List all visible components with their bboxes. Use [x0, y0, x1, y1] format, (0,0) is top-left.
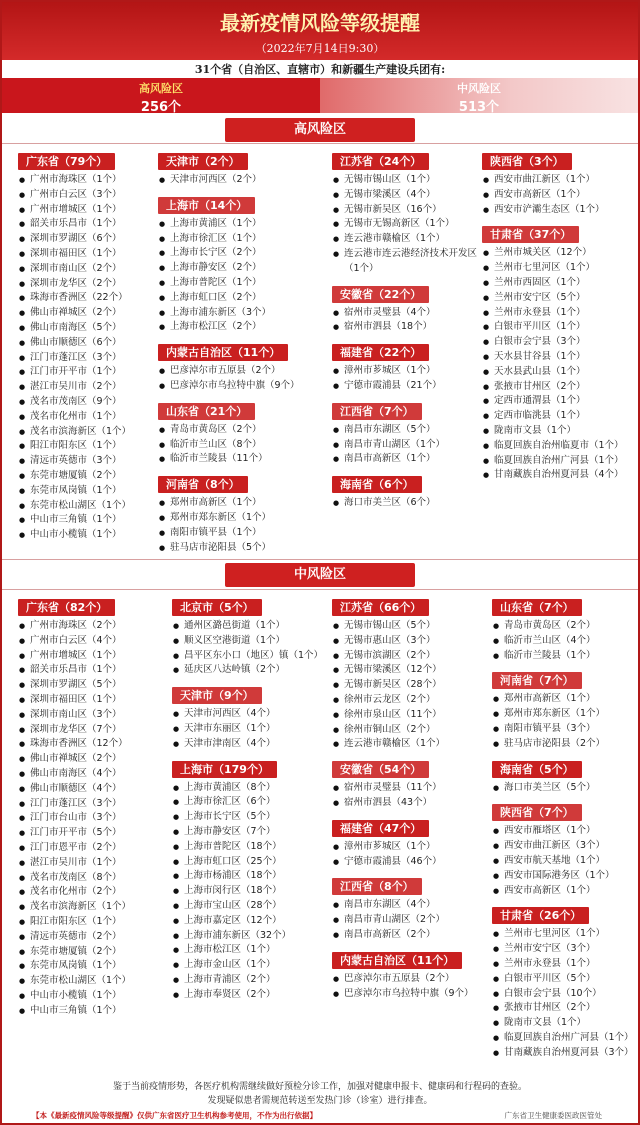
- footer-line-2: 发现疑似患者需规范转送至发热门诊（诊室）进行排查。: [207, 1096, 433, 1106]
- area-list-item: ● 东莞市塘厦镇（2个）: [18, 469, 168, 484]
- area-list-item: ● 南昌市青山湖区（1个）: [332, 438, 482, 453]
- area-list-item: ● 无锡市新吴区（28个）: [332, 678, 492, 693]
- area-list-item: ● 漳州市芗城区（1个）: [332, 840, 492, 855]
- area-list-item: ● 上海市松江区（1个）: [172, 943, 342, 958]
- area-list-item: ● 无锡市梁溪区（12个）: [332, 663, 492, 678]
- area-list-item: ● 阳江市阳东区（1个）: [18, 915, 168, 930]
- area-list-item: ● 通州区潞邑街道（1个）: [172, 619, 342, 634]
- area-list-item: ● 东莞市凤岗镇（1个）: [18, 959, 168, 974]
- area-list-item: ● 湛江市吴川市（2个）: [18, 380, 168, 395]
- page-date: （2022年7月14日9:30）: [255, 42, 385, 55]
- province-group: [18, 596, 168, 1019]
- area-list-item: ● 无锡市新吴区（16个）: [332, 203, 482, 218]
- area-list-item: ● 江门市开平市（1个）: [18, 365, 168, 380]
- area-list-item: ● 广州市海珠区（1个）: [18, 173, 168, 188]
- high-risk-total-count: 256个: [140, 100, 182, 115]
- area-list-item: ● 临沂市兰陵县（1个）: [492, 649, 638, 664]
- area-list-item: ● 江门市蓬江区（3个）: [18, 351, 168, 366]
- area-list-item: ● 上海市浦东新区（3个）: [158, 306, 334, 321]
- province-header: 江苏省（24个）: [332, 153, 429, 170]
- area-list-item: ● 白银市会宁县（10个）: [492, 987, 638, 1002]
- area-list-item: ● 南昌市高新区（2个）: [332, 928, 492, 943]
- area-list-item: ● 深圳市龙华区（7个）: [18, 723, 168, 738]
- province-header: 天津市（9个）: [172, 687, 262, 704]
- area-list-item: ● 临沂市兰陵县（11个）: [158, 452, 334, 467]
- area-list-item: ● 佛山市南海区（5个）: [18, 321, 168, 336]
- area-list-item: ● 上海市静安区（7个）: [172, 825, 342, 840]
- province-group: [172, 758, 342, 1003]
- high-risk-column: [158, 150, 334, 561]
- province-group: [332, 758, 492, 811]
- high-risk-divider: [2, 143, 638, 144]
- province-group: [332, 341, 482, 394]
- area-list-item: ● 东莞市凤岗镇（1个）: [18, 484, 168, 499]
- area-list-item: ● 陇南市文县（1个）: [492, 1016, 638, 1031]
- area-list-item: ● 中山市三角镇（1个）: [18, 1004, 168, 1019]
- province-header: 海南省（6个）: [332, 476, 422, 493]
- area-list-item: ● 西安市曲江新区（3个）: [492, 839, 638, 854]
- area-list-item: ● 兰州市安宁区（3个）: [492, 942, 638, 957]
- province-group: [332, 283, 482, 336]
- area-list-item: ● 东莞市塘厦镇（2个）: [18, 945, 168, 960]
- area-list-item: ● 上海市长宁区（2个）: [158, 246, 334, 261]
- area-list-item: ● 漳州市芗城区（1个）: [332, 364, 482, 379]
- province-header: 海南省（5个）: [492, 761, 582, 778]
- province-header: 福建省（22个）: [332, 344, 429, 361]
- area-list-item: ● 延庆区八达岭镇（2个）: [172, 663, 342, 678]
- area-list-item: ● 佛山市顺德区（4个）: [18, 782, 168, 797]
- area-list-item: ● 上海市杨浦区（18个）: [172, 869, 342, 884]
- page-title: 最新疫情风险等级提醒: [220, 11, 420, 35]
- area-list-item: ● 临沂市兰山区（8个）: [158, 438, 334, 453]
- area-list-item: ● 驻马店市泌阳县（5个）: [158, 541, 334, 556]
- area-list-item: ● 韶关市乐昌市（1个）: [18, 663, 168, 678]
- area-list-item: ● 东莞市松山湖区（1个）: [18, 499, 168, 514]
- area-list-item: ● 白银市平川区（1个）: [482, 320, 638, 335]
- province-group: [332, 150, 482, 277]
- mid-risk-divider: [2, 589, 638, 590]
- high-risk-total: [2, 78, 320, 113]
- area-list-item: ● 临沂市兰山区（4个）: [492, 634, 638, 649]
- area-list-item: ● 茂名市化州市（1个）: [18, 410, 168, 425]
- area-list-item: ● 中山市三角镇（1个）: [18, 513, 168, 528]
- area-list-item: ● 上海市浦东新区（32个）: [172, 929, 342, 944]
- area-list-item: ● 海口市美兰区（5个）: [492, 781, 638, 796]
- area-list-item: ● 兰州市城关区（12个）: [482, 246, 638, 261]
- province-group: [158, 194, 334, 335]
- area-list-item: ● 广州市增城区（1个）: [18, 203, 168, 218]
- province-header: 广东省（79个）: [18, 153, 115, 170]
- area-list-item: ● 青岛市黄岛区（2个）: [158, 423, 334, 438]
- area-list-item: ● 顺义区空港街道（1个）: [172, 634, 342, 649]
- high-risk-column: [18, 150, 168, 549]
- area-list-item: ● 郑州市高新区（1个）: [158, 496, 334, 511]
- province-group: [332, 875, 492, 942]
- area-list-item: ● 中山市小榄镇（1个）: [18, 989, 168, 1004]
- area-list-item: ● 海口市美兰区（6个）: [332, 496, 482, 511]
- province-header: 山东省（7个）: [492, 599, 582, 616]
- area-list-item: ● 广州市增城区（1个）: [18, 649, 168, 664]
- area-list-item: ● 兰州市七里河区（1个）: [492, 927, 638, 942]
- area-list-item: ● 无锡市锡山区（5个）: [332, 619, 492, 634]
- area-list-item: ● 上海市宝山区（28个）: [172, 899, 342, 914]
- area-list-item: ● 白银市平川区（5个）: [492, 972, 638, 987]
- area-list-item: ● 上海市徐汇区（1个）: [158, 232, 334, 247]
- area-list-item: ● 上海市闵行区（18个）: [172, 884, 342, 899]
- area-list-item: ● 无锡市锡山区（1个）: [332, 173, 482, 188]
- header-banner: [2, 2, 638, 60]
- area-list-item: ● 徐州市泉山区（11个）: [332, 708, 492, 723]
- province-group: [332, 400, 482, 467]
- area-list-item: ● 甘南藏族自治州夏河县（4个）: [482, 468, 638, 483]
- area-list-item: ● 天水县武山县（1个）: [482, 365, 638, 380]
- province-group: [332, 817, 492, 870]
- province-header: 甘肃省（26个）: [492, 907, 589, 924]
- province-header: 安徽省（54个）: [332, 761, 429, 778]
- area-list-item: ● 深圳市南山区（2个）: [18, 262, 168, 277]
- footer-source: 广东省卫生健康委医政医管处: [504, 1111, 602, 1120]
- area-list-item: ● 兰州市永登县（1个）: [492, 957, 638, 972]
- area-list-item: ● 甘南藏族自治州夏河县（3个）: [492, 1046, 638, 1061]
- province-header: 陕西省（3个）: [482, 153, 572, 170]
- area-list-item: ● 西安市浐灞生态区（1个）: [482, 203, 638, 218]
- province-group: [158, 473, 334, 555]
- high-risk-column: [482, 150, 638, 489]
- area-list-item: ● 佛山市南海区（4个）: [18, 767, 168, 782]
- mid-risk-column: [332, 596, 492, 1007]
- province-header: 安徽省（22个）: [332, 286, 429, 303]
- province-header: 江西省（8个）: [332, 878, 422, 895]
- area-list-item: ● 兰州市安宁区（5个）: [482, 291, 638, 306]
- province-group: [332, 949, 492, 1002]
- province-header: 江苏省（66个）: [332, 599, 429, 616]
- mid-risk-section-title: 中风险区: [225, 563, 415, 587]
- area-list-item: ● 天津市津南区（4个）: [172, 737, 342, 752]
- area-list-item: ● 茂名市滨海新区（1个）: [18, 425, 168, 440]
- area-list-item: ● 南阳市镇平县（1个）: [158, 526, 334, 541]
- area-list-item: ● 宿州市泗县（43个）: [332, 796, 492, 811]
- province-group: [492, 801, 638, 898]
- footer-disclaimer: 【本《最新疫情风险等级提醒》仅供广东省医疗卫生机构参考使用，不作为出行依据】: [32, 1111, 317, 1120]
- province-group: [158, 400, 334, 467]
- area-list-item: ● 巴彦淖尔市乌拉特中旗（9个）: [332, 987, 492, 1002]
- area-list-item: ● 宿州市泗县（18个）: [332, 320, 482, 335]
- mid-risk-total-count: 513个: [458, 100, 500, 115]
- area-list-item: ● 驻马店市泌阳县（2个）: [492, 737, 638, 752]
- area-list-item: ● 郑州市郑东新区（1个）: [492, 707, 638, 722]
- area-list-item: ● 西安市航天基地（1个）: [492, 854, 638, 869]
- area-list-item: ● 巴彦淖尔市五原县（2个）: [332, 972, 492, 987]
- area-list-item: ● 东莞市松山湖区（1个）: [18, 974, 168, 989]
- area-list-item: ● 张掖市甘州区（2个）: [492, 1001, 638, 1016]
- area-list-item: ● 上海市松江区（2个）: [158, 320, 334, 335]
- area-list-item: ● 上海市普陀区（18个）: [172, 840, 342, 855]
- area-list-item: ● 南昌市东湖区（5个）: [332, 423, 482, 438]
- area-list-item: ● 巴彦淖尔市五原县（2个）: [158, 364, 334, 379]
- area-list-item: ● 巴彦淖尔市乌拉特中旗（9个）: [158, 379, 334, 394]
- area-list-item: ● 佛山市顺德区（6个）: [18, 336, 168, 351]
- area-list-item: ● 无锡市滨湖区（2个）: [332, 649, 492, 664]
- area-list-item: ● 上海市黄浦区（1个）: [158, 217, 334, 232]
- area-list-item: ● 连云港市赣榆区（1个）: [332, 232, 482, 247]
- province-group: [492, 758, 638, 796]
- area-list-item: ● 天津市河西区（2个）: [158, 173, 334, 188]
- area-list-item: ● 上海市青浦区（2个）: [172, 973, 342, 988]
- area-list-item: ● 天津市河西区（4个）: [172, 707, 342, 722]
- area-list-item: ● 茂名市化州市（2个）: [18, 885, 168, 900]
- area-list-item: ● 定西市临洮县（1个）: [482, 409, 638, 424]
- area-list-item: ● 临夏回族自治州广河县（1个）: [492, 1031, 638, 1046]
- area-list-item: ● 南昌市高新区（1个）: [332, 452, 482, 467]
- area-list-item: ● 佛山市禅城区（2个）: [18, 306, 168, 321]
- province-group: [492, 596, 638, 663]
- area-list-item: ● 上海市长宁区（5个）: [172, 810, 342, 825]
- province-header: 江西省（7个）: [332, 403, 422, 420]
- province-group: [492, 669, 638, 751]
- province-group: [332, 596, 492, 752]
- area-list-item: ● 兰州市七里河区（1个）: [482, 261, 638, 276]
- area-list-item: ● 上海市虹口区（25个）: [172, 855, 342, 870]
- area-list-item: ● 无锡市梁溪区（4个）: [332, 188, 482, 203]
- mid-risk-total: [320, 78, 638, 113]
- area-list-item: ● 陇南市文县（1个）: [482, 424, 638, 439]
- province-header: 上海市（14个）: [158, 197, 255, 214]
- area-list-item: ● 张掖市甘州区（2个）: [482, 380, 638, 395]
- mid-risk-column: [492, 596, 638, 1067]
- area-list-item: ● 深圳市罗湖区（5个）: [18, 678, 168, 693]
- mid-risk-column: [18, 596, 168, 1025]
- province-header: 北京市（5个）: [172, 599, 262, 616]
- area-list-item: ● 无锡市惠山区（3个）: [332, 634, 492, 649]
- province-group: [158, 341, 334, 394]
- province-header: 内蒙古自治区（11个）: [158, 344, 288, 361]
- area-list-item: ● 兰州市西固区（1个）: [482, 276, 638, 291]
- footer-advice: [2, 1080, 638, 1108]
- area-list-item: ● 江门市开平市（5个）: [18, 826, 168, 841]
- area-list-item: ● 西安市高新区（1个）: [492, 884, 638, 899]
- area-list-item: ● 茂名市茂南区（9个）: [18, 395, 168, 410]
- area-list-item: ● 广州市海珠区（2个）: [18, 619, 168, 634]
- high-risk-column: [332, 150, 482, 517]
- province-group: [332, 473, 482, 511]
- area-list-item: ● 江门市恩平市（2个）: [18, 841, 168, 856]
- footer-line-1: 鉴于当前疫情形势，各医疗机构需继续做好预检分诊工作，加强对健康申报卡、健康码和行程码的查验。: [112, 1082, 527, 1092]
- area-list-item: ● 郑州市郑东新区（1个）: [158, 511, 334, 526]
- area-list-item: ● 南昌市东湖区（4个）: [332, 898, 492, 913]
- province-group: [18, 150, 168, 543]
- area-list-item: ● 临夏回族自治州临夏市（1个）: [482, 439, 638, 454]
- area-list-item: ● 徐州市云龙区（2个）: [332, 693, 492, 708]
- area-list-item: ● 上海市嘉定区（12个）: [172, 914, 342, 929]
- province-group: [482, 150, 638, 217]
- province-header: 内蒙古自治区（11个）: [332, 952, 462, 969]
- area-list-item: ● 南昌市青山湖区（2个）: [332, 913, 492, 928]
- province-header: 河南省（8个）: [158, 476, 248, 493]
- area-list-item: ● 珠海市香洲区（22个）: [18, 291, 168, 306]
- area-list-item: ● 西安市国际港务区（1个）: [492, 869, 638, 884]
- mid-risk-divider-top: [2, 559, 638, 560]
- area-list-item: ● 徐州市铜山区（2个）: [332, 723, 492, 738]
- area-list-item: ● 上海市静安区（2个）: [158, 261, 334, 276]
- high-risk-total-label: 高风险区: [139, 82, 183, 95]
- province-header: 天津市（2个）: [158, 153, 248, 170]
- area-list-item: ● 宁德市霞浦县（21个）: [332, 379, 482, 394]
- area-list-item: ● 西安市雁塔区（1个）: [492, 824, 638, 839]
- area-list-item: ● 深圳市南山区（3个）: [18, 708, 168, 723]
- area-list-item: ● 南阳市镇平县（3个）: [492, 722, 638, 737]
- area-list-item: ● 无锡市无锡高新区（1个）: [332, 217, 482, 232]
- area-list-item: ● 佛山市禅城区（2个）: [18, 752, 168, 767]
- area-list-item: ● 定西市通渭县（1个）: [482, 394, 638, 409]
- area-list-item: ● 天津市东丽区（1个）: [172, 722, 342, 737]
- area-list-item: ● 天水县甘谷县（1个）: [482, 350, 638, 365]
- area-list-item: ● 茂名市茂南区（8个）: [18, 871, 168, 886]
- area-list-item: ● 江门市台山市（3个）: [18, 811, 168, 826]
- province-header: 甘肃省（37个）: [482, 226, 579, 243]
- area-list-item: ● 临夏回族自治州广河县（1个）: [482, 454, 638, 469]
- province-header: 福建省（47个）: [332, 820, 429, 837]
- province-header: 陕西省（7个）: [492, 804, 582, 821]
- area-list-item: ● 深圳市福田区（1个）: [18, 693, 168, 708]
- area-list-item: ● 深圳市罗湖区（6个）: [18, 232, 168, 247]
- area-list-item: ● 上海市黄浦区（8个）: [172, 781, 342, 796]
- area-list-item: ● 宁德市霞浦县（46个）: [332, 855, 492, 870]
- province-group: [172, 596, 342, 678]
- province-group: [158, 150, 334, 188]
- area-list-item: ● 茂名市滨海新区（1个）: [18, 900, 168, 915]
- area-list-item: ● 宿州市灵璧县（11个）: [332, 781, 492, 796]
- province-group: [172, 684, 342, 751]
- area-list-item: ● 上海市金山区（1个）: [172, 958, 342, 973]
- area-list-item: ● 西安市高新区（1个）: [482, 188, 638, 203]
- area-list-item: ● 清远市英德市（2个）: [18, 930, 168, 945]
- area-list-item: ● 上海市奉贤区（2个）: [172, 988, 342, 1003]
- area-list-item: ● 清远市英德市（3个）: [18, 454, 168, 469]
- province-header: 广东省（82个）: [18, 599, 115, 616]
- area-list-item: ● 阳江市阳东区（1个）: [18, 439, 168, 454]
- area-list-item: ● 韶关市乐昌市（1个）: [18, 217, 168, 232]
- area-list-item: ● 青岛市黄岛区（2个）: [492, 619, 638, 634]
- province-group: [482, 223, 638, 483]
- province-header: 河南省（7个）: [492, 672, 582, 689]
- area-list-item: ● 深圳市龙华区（2个）: [18, 277, 168, 292]
- area-list-item: ● 上海市虹口区（2个）: [158, 291, 334, 306]
- area-list-item: ● 广州市白云区（3个）: [18, 188, 168, 203]
- area-list-item: ● 兰州市永登县（1个）: [482, 306, 638, 321]
- mid-risk-total-label: 中风险区: [457, 82, 501, 95]
- area-list-item: ● 中山市小榄镇（1个）: [18, 528, 168, 543]
- area-list-item: ● 昌平区东小口（地区）镇（1个）: [172, 649, 342, 664]
- province-group: [492, 904, 638, 1060]
- summary-text: 31个省（自治区、直辖市）和新疆生产建设兵团有:: [194, 63, 446, 76]
- mid-risk-column: [172, 596, 342, 1009]
- area-list-item: ● 江门市蓬江区（3个）: [18, 797, 168, 812]
- area-list-item: ● 上海市徐汇区（6个）: [172, 795, 342, 810]
- high-risk-section-title: 高风险区: [225, 118, 415, 142]
- area-list-item: ● 上海市普陀区（1个）: [158, 276, 334, 291]
- area-list-item: ● 深圳市福田区（1个）: [18, 247, 168, 262]
- area-list-item: ● 西安市曲江新区（1个）: [482, 173, 638, 188]
- area-list-item: ● 湛江市吴川市（1个）: [18, 856, 168, 871]
- area-list-item: ● 宿州市灵璧县（4个）: [332, 306, 482, 321]
- area-list-item: ● 连云港市连云港经济技术开发区（1个）: [332, 247, 482, 277]
- area-list-item: ● 广州市白云区（4个）: [18, 634, 168, 649]
- province-header: 上海市（179个）: [172, 761, 277, 778]
- province-header: 山东省（21个）: [158, 403, 255, 420]
- area-list-item: ● 珠海市香洲区（12个）: [18, 737, 168, 752]
- area-list-item: ● 郑州市高新区（1个）: [492, 692, 638, 707]
- area-list-item: ● 连云港市赣榆区（1个）: [332, 737, 492, 752]
- area-list-item: ● 白银市会宁县（3个）: [482, 335, 638, 350]
